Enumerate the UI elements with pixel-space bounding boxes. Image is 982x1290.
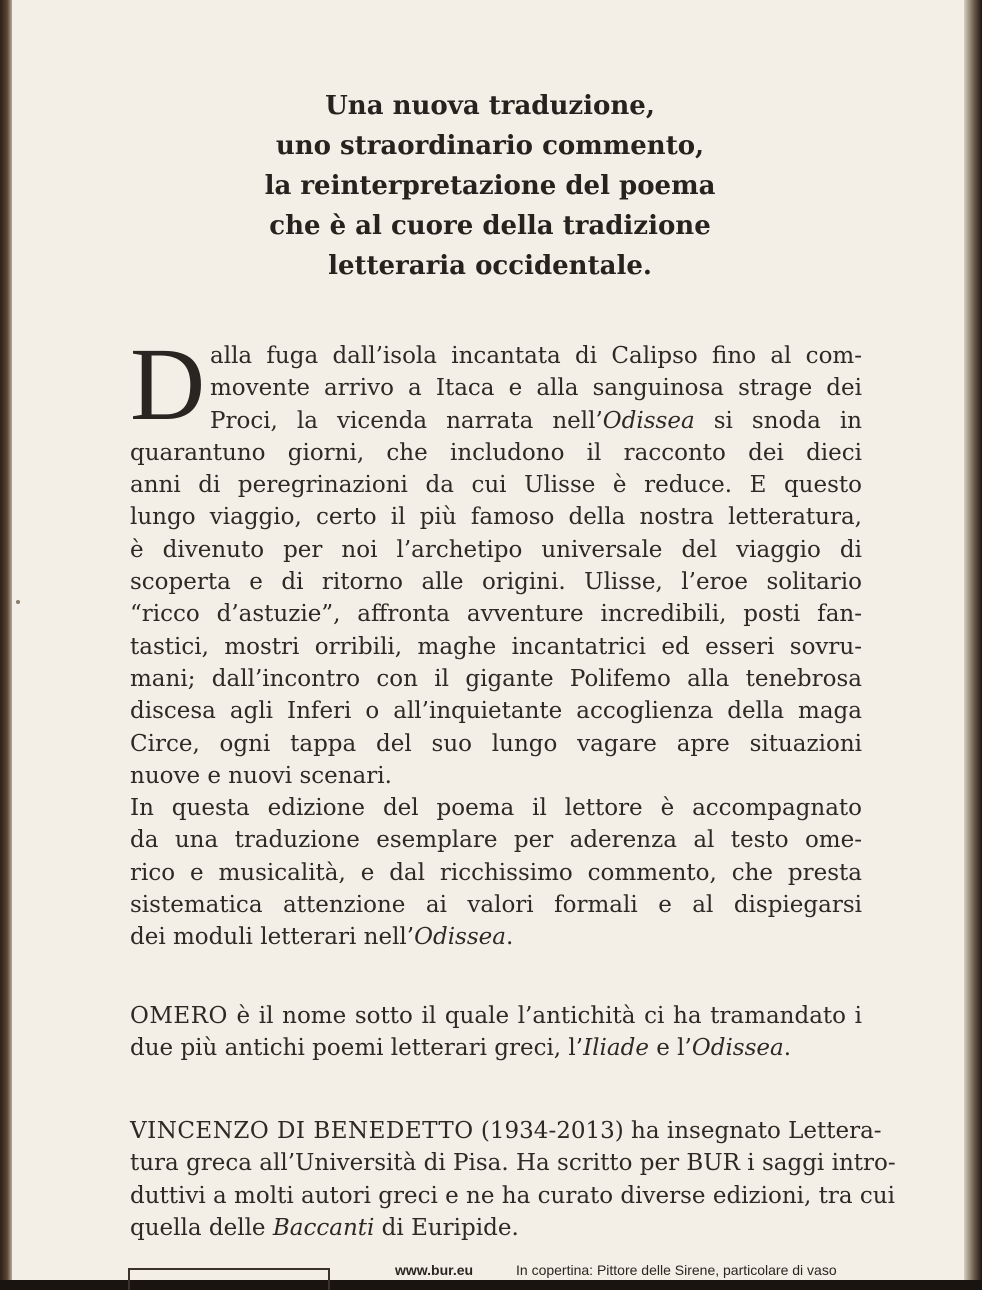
text-line: da una traduzione esemplare per aderenza al testo ome- bbox=[130, 827, 862, 854]
tagline-line: che è al cuore della tradizione bbox=[269, 211, 711, 241]
text-line: due più antichi poemi letterari greci, l’Iliade e l’Odissea. bbox=[130, 1035, 792, 1062]
publisher-url: www.bur.eu bbox=[395, 1262, 474, 1278]
tagline bbox=[240, 86, 740, 286]
page-edge-right bbox=[964, 0, 982, 1280]
text-line: movente arrivo a Itaca e alla sanguinosa strage dei bbox=[210, 375, 862, 402]
page-edge-left bbox=[0, 0, 12, 1280]
text-line: è divenuto per noi l’archetipo universale del viaggio di bbox=[130, 536, 862, 563]
text-line: Circe, ogni tappa del suo lungo vagare apre situazioni bbox=[130, 730, 862, 757]
text-line: OMERO è il nome sotto il quale l’antichità ci ha tramandato i bbox=[130, 1003, 862, 1029]
text-line: dei moduli letterari nell’Odissea. bbox=[130, 924, 514, 951]
text-line: lungo viaggio, certo il più famoso della nostra letteratura, bbox=[130, 504, 862, 531]
text-line: tastici, mostri orribili, maghe incantatrici ed esseri sovru- bbox=[130, 633, 862, 660]
tagline-line: la reinterpretazione del poema bbox=[264, 171, 716, 201]
tagline-line: uno straordinario commento, bbox=[275, 131, 705, 161]
text-line: rico e musicalità, e dal ricchissimo commento, che presta bbox=[130, 859, 862, 886]
text-line: “ricco d’astuzie”, affronta avventure incredibili, posti fan- bbox=[130, 601, 862, 628]
translator-paragraph bbox=[130, 1115, 896, 1244]
tagline-line: letteraria occidentale. bbox=[328, 251, 652, 281]
text-line: sistematica attenzione ai valori formali e al dispiegarsi bbox=[130, 892, 862, 919]
text-line: quarantuno giorni, che includono il racconto dei dieci bbox=[130, 439, 862, 466]
text-line: VINCENZO DI BENEDETTO (1934-2013) ha insegnato Lettera- bbox=[130, 1118, 882, 1144]
text-line: Proci, la vicenda narrata nell’Odissea si snoda in bbox=[210, 407, 862, 434]
text-line: tura greca all’Università di Pisa. Ha scritto per BUR i saggi intro- bbox=[130, 1150, 896, 1177]
description-paragraph bbox=[130, 327, 862, 954]
text-line: duttivi a molti autori greci e ne ha curato diverse edizioni, tra cui bbox=[130, 1182, 895, 1209]
drop-cap: D bbox=[130, 327, 206, 442]
author-name: OMERO bbox=[130, 1003, 228, 1029]
translator-name: VINCENZO DI BENEDETTO bbox=[130, 1118, 474, 1144]
text-line: alla fuga dall’isola incantata di Calipso fino al com- bbox=[210, 343, 862, 369]
text-line: quella delle Baccanti di Euripide. bbox=[130, 1214, 519, 1241]
text-line: discesa agli Inferi o all’inquietante accoglienza della maga bbox=[130, 698, 862, 725]
text-line: mani; dall’incontro con il gigante Polifemo alla tenebrosa bbox=[130, 665, 862, 692]
text-line: anni di peregrinazioni da cui Ulisse è reduce. E questo bbox=[130, 472, 862, 499]
scan-speck bbox=[16, 600, 20, 604]
tagline-line: Una nuova traduzione, bbox=[325, 91, 655, 121]
cover-credit: In copertina: Pittore delle Sirene, particolare di vaso bbox=[516, 1262, 837, 1278]
barcode-box bbox=[128, 1268, 330, 1290]
omero-paragraph bbox=[130, 1000, 862, 1065]
text-line: scoperta e di ritorno alle origini. Ulisse, l’eroe solitario bbox=[130, 569, 862, 596]
text-line: nuove e nuovi scenari. bbox=[130, 762, 392, 789]
text-line: In questa edizione del poema il lettore è accompagnato bbox=[130, 795, 862, 822]
